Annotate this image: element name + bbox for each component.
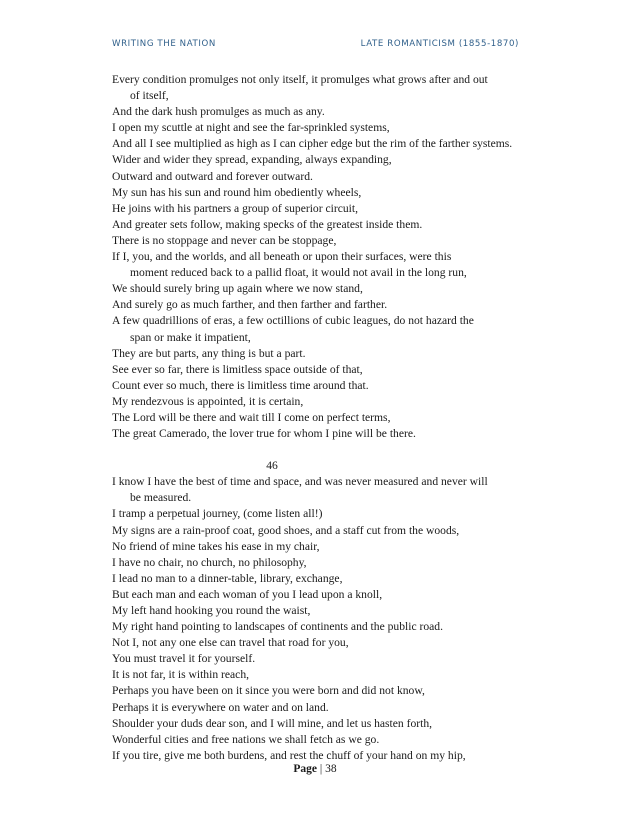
page-number: 38 xyxy=(325,763,337,775)
poem-line: He joins with his partners a group of superior circuit, xyxy=(112,201,358,215)
poem-line: And the dark hush promulges as much as any. xyxy=(112,105,325,119)
poem-line: Perhaps it is everywhere on water and on land. xyxy=(112,700,329,714)
poem-line: My signs are a rain-proof coat, good shoes, and a staff cut from the woods, xyxy=(112,523,460,537)
page-footer xyxy=(0,762,630,776)
poem-line: Wider and wider they spread, expanding, always expanding, xyxy=(112,153,392,167)
poem-line: But each man and each woman of you I lead upon a knoll, xyxy=(112,587,383,601)
poem-body xyxy=(112,72,532,764)
poem-line: The great Camerado, the lover true for whom I pine will be there. xyxy=(112,427,416,441)
poem-line: Shoulder your duds dear son, and I will mine, and let us hasten forth, xyxy=(112,716,433,730)
poem-line: It is not far, it is within reach, xyxy=(112,668,250,682)
poem-line: A few quadrillions of eras, a few octillions of cubic leagues, do not hazard the xyxy=(112,314,474,328)
stanza-45-continued xyxy=(112,72,532,442)
poem-line: I open my scuttle at night and see the far-sprinkled systems, xyxy=(112,121,390,135)
poem-line: And all I see multiplied as high as I can cipher edge but the rim of the farther systems. xyxy=(112,137,513,151)
poem-line: moment reduced back to a pallid float, it would not avail in the long run, xyxy=(130,266,467,280)
poem-line: See ever so far, there is limitless space outside of that, xyxy=(112,362,363,376)
poem-line: My sun has his sun and round him obediently wheels, xyxy=(112,185,362,199)
poem-line: I tramp a perpetual journey, (come listen all!) xyxy=(112,507,323,521)
page-label: Page xyxy=(293,763,318,775)
poem-line: Wonderful cities and free nations we shall fetch as we go. xyxy=(112,732,380,746)
poem-line: Count ever so much, there is limitless time around that. xyxy=(112,378,369,392)
poem-line: If I, you, and the worlds, and all beneath or upon their surfaces, were this xyxy=(112,250,452,264)
poem-line: If you tire, give me both burdens, and rest the chuff of your hand on my hip, xyxy=(112,748,466,762)
poem-line: We should surely bring up again where we now stand, xyxy=(112,282,363,296)
poem-line: You must travel it for yourself. xyxy=(112,652,256,666)
poem-line: of itself, xyxy=(130,89,169,103)
poem-line: The Lord will be there and wait till I come on perfect terms, xyxy=(112,410,391,424)
header-right-title: LATE ROMANTICISM (1855-1870) xyxy=(360,39,519,49)
poem-line: My rendezvous is appointed, it is certain, xyxy=(112,394,304,408)
poem-line: And surely go as much farther, and then farther and farther. xyxy=(112,298,388,312)
poem-line: And greater sets follow, making specks of the greatest inside them. xyxy=(112,217,423,231)
poem-line: I have no chair, no church, no philosophy, xyxy=(112,555,307,569)
poem-line: Perhaps you have been on it since you were born and did not know, xyxy=(112,684,425,698)
poem-line: No friend of mine takes his ease in my chair, xyxy=(112,539,320,553)
poem-line: Not I, not any one else can travel that road for you, xyxy=(112,636,349,650)
poem-line: There is no stoppage and never can be stoppage, xyxy=(112,233,337,247)
header-left-title: WRITING THE NATION xyxy=(112,39,216,49)
section-number: 46 xyxy=(266,459,278,473)
poem-line: Every condition promulges not only itself, it promulges what grows after and out xyxy=(112,73,488,86)
poem-line: Outward and outward and forever outward. xyxy=(112,169,313,183)
poem-line: I know I have the best of time and space, and was never measured and never will xyxy=(112,475,488,489)
poem-line: My left hand hooking you round the waist, xyxy=(112,604,311,617)
poem-line: be measured. xyxy=(130,491,192,505)
poem-line: My right hand pointing to landscapes of continents and the public road. xyxy=(112,620,443,634)
poem-line: They are but parts, any thing is but a part. xyxy=(112,346,306,360)
stanza-46 xyxy=(112,474,532,764)
poem-line: I lead no man to a dinner-table, library, exchange, xyxy=(112,571,343,585)
poem-line: span or make it impatient, xyxy=(130,330,251,344)
page-separator: | xyxy=(317,763,326,775)
running-header xyxy=(112,39,519,49)
